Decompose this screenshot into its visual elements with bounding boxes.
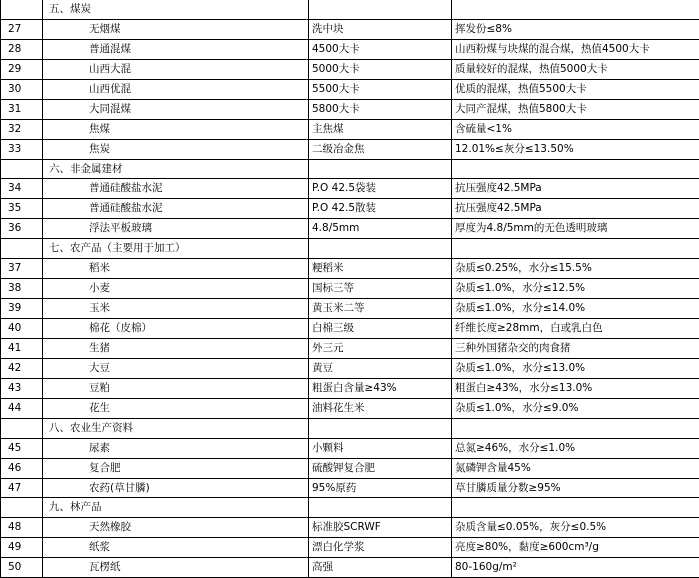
row-number: 37 (1, 259, 43, 279)
commodity-description: 杂质≤1.0%，水分≤13.0% (452, 358, 699, 378)
row-number: 46 (1, 458, 43, 478)
row-number: 30 (1, 79, 43, 99)
row-number: 38 (1, 279, 43, 299)
table-row (1, 79, 699, 99)
row-number: 42 (1, 358, 43, 378)
commodity-description: 杂质≤0.25%，水分≤15.5% (452, 259, 699, 279)
category-row (1, 239, 699, 259)
row-number: 35 (1, 199, 43, 219)
table-row (1, 398, 699, 418)
table-row (1, 558, 699, 578)
commodity-name: 普通硅酸盐水泥 (43, 179, 309, 199)
category-row (1, 0, 699, 19)
commodity-description: 亮度≥80%，黏度≥600cm³/g (452, 538, 699, 558)
commodity-name: 棉花（皮棉） (43, 319, 309, 339)
description-cell (452, 239, 699, 259)
commodity-grade: 主焦煤 (309, 119, 452, 139)
commodity-name: 无烟煤 (43, 19, 309, 39)
row-number: 44 (1, 398, 43, 418)
row-number: 34 (1, 179, 43, 199)
commodity-description: 总氮≥46%，水分≤1.0% (452, 438, 699, 458)
table-row (1, 279, 699, 299)
commodity-grade: 国标三等 (309, 279, 452, 299)
commodity-grade: 外三元 (309, 338, 452, 358)
row-number: 39 (1, 299, 43, 319)
table-row (1, 39, 699, 59)
commodity-description: 质量较好的混煤，热值5000大卡 (452, 59, 699, 79)
commodity-name: 普通硅酸盐水泥 (43, 199, 309, 219)
commodity-description: 三种外国猪杂交的肉食猪 (452, 338, 699, 358)
table-row (1, 338, 699, 358)
category-row (1, 159, 699, 179)
table-row (1, 518, 699, 538)
commodity-name: 纸浆 (43, 538, 309, 558)
description-cell (452, 418, 699, 438)
table-row (1, 319, 699, 339)
row-number: 43 (1, 378, 43, 398)
commodity-name: 尿素 (43, 438, 309, 458)
row-number: 45 (1, 438, 43, 458)
commodity-name: 稻米 (43, 259, 309, 279)
grade-cell (309, 498, 452, 518)
commodity-description: 12.01%≤灰分≤13.50% (452, 139, 699, 159)
commodity-description: 厚度为4.8/5mm的无色透明玻璃 (452, 219, 699, 239)
category-row (1, 418, 699, 438)
commodity-grade: 4.8/5mm (309, 219, 452, 239)
commodity-grade: P.O 42.5散装 (309, 199, 452, 219)
table-row (1, 458, 699, 478)
table-row (1, 99, 699, 119)
row-number: 47 (1, 478, 43, 498)
row-number-cell (1, 498, 43, 518)
commodity-description: 含硫量<1% (452, 119, 699, 139)
commodity-name: 普通混煤 (43, 39, 309, 59)
commodity-grade: 标准胶SCRWF (309, 518, 452, 538)
commodity-grade: 洗中块 (309, 19, 452, 39)
commodity-description: 抗压强度42.5MPa (452, 179, 699, 199)
table-row (1, 478, 699, 498)
description-cell (452, 0, 699, 19)
row-number-cell (1, 239, 43, 259)
category-label: 六、非金属建材 (43, 159, 309, 179)
category-label: 八、农业生产资料 (43, 418, 309, 438)
row-number: 27 (1, 19, 43, 39)
commodity-grade: 硫酸钾复合肥 (309, 458, 452, 478)
commodity-description: 杂质含量≤0.05%，灰分≤0.5% (452, 518, 699, 538)
table-row (1, 299, 699, 319)
row-number: 50 (1, 558, 43, 578)
commodity-name: 生猪 (43, 338, 309, 358)
grade-cell (309, 0, 452, 19)
row-number: 28 (1, 39, 43, 59)
commodity-name: 山西优混 (43, 79, 309, 99)
commodity-name: 大同混煤 (43, 99, 309, 119)
description-cell (452, 498, 699, 518)
commodity-name: 浮法平板玻璃 (43, 219, 309, 239)
grade-cell (309, 239, 452, 259)
commodity-grade: 漂白化学浆 (309, 538, 452, 558)
commodity-grade: 5000大卡 (309, 59, 452, 79)
table-row (1, 219, 699, 239)
commodity-name: 复合肥 (43, 458, 309, 478)
commodity-description: 优质的混煤，热值5500大卡 (452, 79, 699, 99)
table-row (1, 59, 699, 79)
row-number: 41 (1, 338, 43, 358)
commodity-name: 农药(草甘膦) (43, 478, 309, 498)
category-label: 五、煤炭 (43, 0, 309, 19)
table-row (1, 199, 699, 219)
row-number: 32 (1, 119, 43, 139)
commodity-grade: 粳稻米 (309, 259, 452, 279)
commodity-grade: 黄玉米二等 (309, 299, 452, 319)
commodity-name: 大豆 (43, 358, 309, 378)
commodity-name: 焦炭 (43, 139, 309, 159)
category-label: 七、农产品（主要用于加工） (43, 239, 309, 259)
commodity-grade: P.O 42.5袋装 (309, 179, 452, 199)
commodity-description: 纤维长度≥28mm，白或乳白色 (452, 319, 699, 339)
commodity-grade: 二级冶金焦 (309, 139, 452, 159)
commodity-description: 抗压强度42.5MPa (452, 199, 699, 219)
commodity-name: 豆粕 (43, 378, 309, 398)
commodity-grade: 4500大卡 (309, 39, 452, 59)
commodity-name: 小麦 (43, 279, 309, 299)
commodity-description: 氮磷钾含量45% (452, 458, 699, 478)
commodity-description: 大同产混煤，热值5800大卡 (452, 99, 699, 119)
commodity-grade: 高强 (309, 558, 452, 578)
table-row (1, 378, 699, 398)
commodity-description: 杂质≤1.0%，水分≤12.5% (452, 279, 699, 299)
commodity-description: 杂质≤1.0%，水分≤9.0% (452, 398, 699, 418)
commodity-name: 天然橡胶 (43, 518, 309, 538)
row-number-cell (1, 0, 43, 19)
category-label: 九、林产品 (43, 498, 309, 518)
commodity-name: 焦煤 (43, 119, 309, 139)
table-row (1, 358, 699, 378)
commodity-grade: 小颗料 (309, 438, 452, 458)
commodity-name: 山西大混 (43, 59, 309, 79)
commodity-table-body (1, 0, 699, 578)
commodity-grade: 白棉三级 (309, 319, 452, 339)
description-cell (452, 159, 699, 179)
row-number: 48 (1, 518, 43, 538)
commodity-grade: 粗蛋白含量≥43% (309, 378, 452, 398)
commodity-name: 玉米 (43, 299, 309, 319)
commodity-description: 杂质≤1.0%，水分≤14.0% (452, 299, 699, 319)
table-row (1, 119, 699, 139)
commodity-grade: 95%原药 (309, 478, 452, 498)
commodity-name: 花生 (43, 398, 309, 418)
table-row (1, 259, 699, 279)
commodity-description: 山西粉煤与块煤的混合煤，热值4500大卡 (452, 39, 699, 59)
commodity-description: 挥发份≤8% (452, 19, 699, 39)
row-number-cell (1, 159, 43, 179)
category-row (1, 498, 699, 518)
table-row (1, 179, 699, 199)
row-number: 49 (1, 538, 43, 558)
commodity-name: 瓦楞纸 (43, 558, 309, 578)
table-row (1, 139, 699, 159)
commodity-grade: 5500大卡 (309, 79, 452, 99)
row-number-cell (1, 418, 43, 438)
row-number: 29 (1, 59, 43, 79)
commodity-description: 草甘膦质量分数≥95% (452, 478, 699, 498)
grade-cell (309, 159, 452, 179)
row-number: 33 (1, 139, 43, 159)
row-number: 40 (1, 319, 43, 339)
commodity-grade: 5800大卡 (309, 99, 452, 119)
table-row (1, 538, 699, 558)
commodity-description: 80-160g/m² (452, 558, 699, 578)
commodity-description: 粗蛋白≥43%，水分≤13.0% (452, 378, 699, 398)
commodity-grade: 油料花生米 (309, 398, 452, 418)
row-number: 31 (1, 99, 43, 119)
row-number: 36 (1, 219, 43, 239)
table-row (1, 438, 699, 458)
commodity-grade: 黄豆 (309, 358, 452, 378)
table-row (1, 19, 699, 39)
grade-cell (309, 418, 452, 438)
